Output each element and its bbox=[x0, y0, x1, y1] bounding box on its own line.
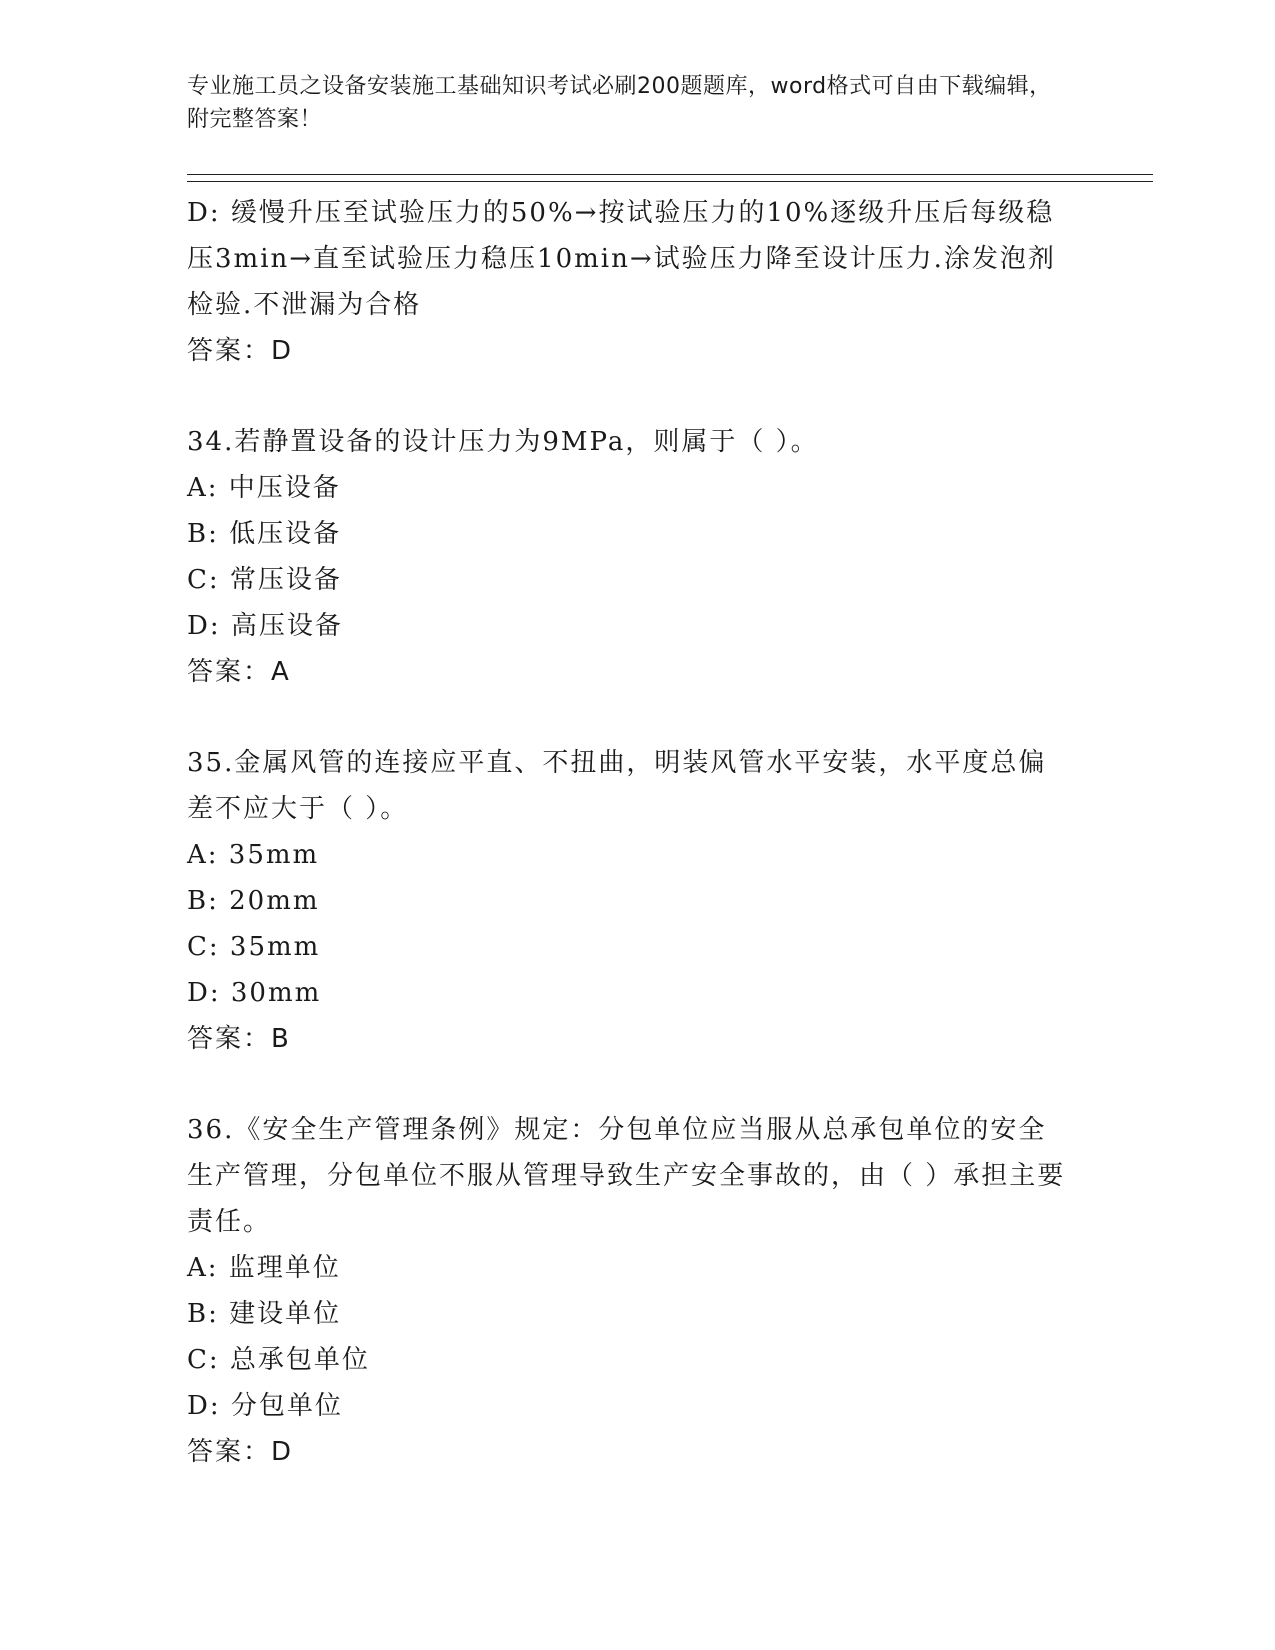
option-a: A: 35mm bbox=[187, 840, 320, 870]
answer-line: 答案：D bbox=[187, 1437, 294, 1467]
question-34 bbox=[187, 419, 1067, 695]
header-double-rule bbox=[187, 174, 1153, 182]
document-header-title: 专业施工员之设备安装施工基础知识考试必刷200题题库，word格式可自由下载编辑，附完整答案！ bbox=[187, 74, 1052, 132]
option-c: C: 常压设备 bbox=[187, 565, 342, 595]
question-stem: 36.《安全生产管理条例》规定：分包单位应当服从总承包单位的安全生产管理，分包单位不服从管理导致生产安全事故的，由（ ）承担主要责任。 bbox=[187, 1115, 1066, 1237]
question-stem: 34.若静置设备的设计压力为9MPa，则属于（ ）。 bbox=[187, 427, 819, 457]
option-b: B: 20mm bbox=[187, 886, 320, 916]
question-36 bbox=[187, 1107, 1067, 1475]
option-d: D: 缓慢升压至试验压力的50%→按试验压力的10%逐级升压后每级稳压3min→直至试验压力稳压10min→试验压力降至设计压力.涂发泡剂检验.不泄漏为合格 bbox=[187, 198, 1056, 320]
option-c: C: 35mm bbox=[187, 932, 321, 962]
question-33-continuation bbox=[187, 190, 1067, 374]
option-a: A: 中压设备 bbox=[187, 473, 341, 503]
answer-line: 答案：B bbox=[187, 1024, 291, 1054]
document-page bbox=[187, 70, 1153, 1475]
answer-line: 答案：D bbox=[187, 336, 294, 366]
question-content bbox=[187, 190, 1067, 1475]
option-a: A: 监理单位 bbox=[187, 1253, 341, 1283]
option-d: D: 30mm bbox=[187, 978, 322, 1008]
question-stem: 35.金属风管的连接应平直、不扭曲，明装风管水平安装，水平度总偏差不应大于（ ）。 bbox=[187, 748, 1047, 824]
answer-line: 答案：A bbox=[187, 657, 291, 687]
option-b: B: 建设单位 bbox=[187, 1299, 342, 1329]
option-b: B: 低压设备 bbox=[187, 519, 342, 549]
question-35 bbox=[187, 740, 1067, 1062]
option-d: D: 高压设备 bbox=[187, 611, 343, 641]
option-c: C: 总承包单位 bbox=[187, 1345, 370, 1375]
option-d: D: 分包单位 bbox=[187, 1391, 343, 1421]
